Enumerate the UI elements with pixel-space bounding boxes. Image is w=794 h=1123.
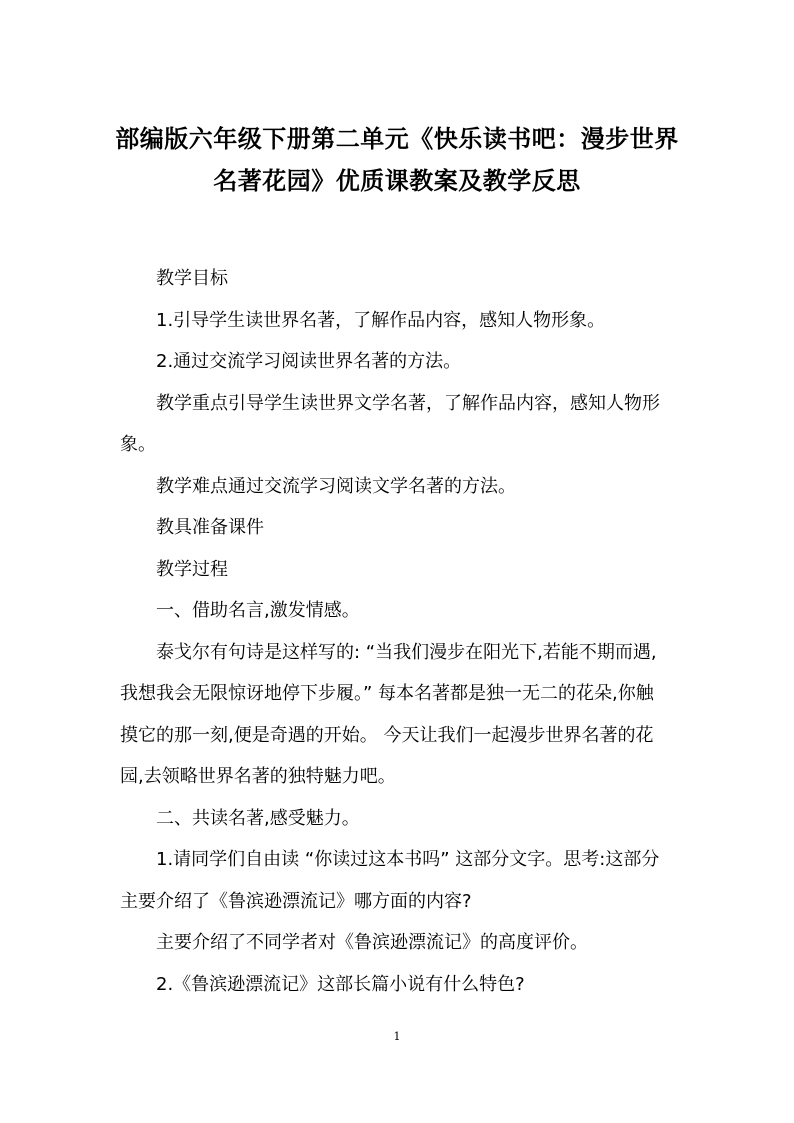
text-line: 教具准备课件	[156, 517, 264, 538]
text-line: 园,去领略世界名著的独特魅力吧。	[120, 766, 396, 787]
section-heading-teaching-process	[120, 549, 676, 591]
text-line: 一、借助名言,激发情感。	[156, 600, 360, 621]
goal-item-1	[120, 300, 676, 342]
answer-1	[120, 922, 676, 964]
title-line: 部编版六年级下册第二单元《快乐读书吧：漫步世界	[115, 125, 679, 153]
question-2	[120, 964, 676, 1006]
text-line: 象。	[120, 434, 156, 455]
document-body	[120, 258, 676, 1005]
teaching-materials	[120, 507, 676, 549]
text-line: 教学过程	[156, 558, 228, 580]
text-line: 主要介绍了《鲁滨逊漂流记》哪方面的内容?	[120, 890, 472, 912]
text-line: 教学难点通过交流学习阅读文学名著的方法。	[156, 475, 516, 497]
text-line: 教学重点引导学生读世界文学名著，了解作品内容，感知人物形	[156, 392, 660, 414]
text-line: 泰戈尔有句诗是这样写的: “当我们漫步在阳光下,若能不期而遇,	[156, 641, 657, 663]
document-title	[110, 118, 684, 202]
text-line: 1.请同学们自由读 “你读过这本书吗” 这部分文字。思考:这部分	[156, 849, 660, 870]
tagore-quote-paragraph	[120, 632, 676, 798]
text-line: 2.通过交流学习阅读世界名著的方法。	[156, 351, 462, 372]
step-heading-2	[120, 798, 676, 840]
step-heading-1	[120, 590, 676, 632]
text-line: 1.引导学生读世界名著，了解作品内容，感知人物形象。	[156, 309, 606, 331]
text-line: 2.《鲁滨逊漂流记》这部长篇小说有什么特色?	[156, 973, 525, 995]
question-1	[120, 839, 676, 922]
goal-item-2	[120, 341, 676, 383]
teaching-key-points	[120, 383, 676, 466]
text-line: 主要介绍了不同学者对《鲁滨逊漂流记》的高度评价。	[156, 932, 588, 953]
text-line: 教学目标	[156, 268, 228, 289]
page-number: 1	[393, 1030, 401, 1043]
text-line: 我想我会无限惊讶地停下步履。” 每本名著都是独一无二的花朵,你触	[120, 683, 654, 704]
section-heading-teaching-goals	[120, 258, 676, 300]
teaching-difficulties	[120, 466, 676, 508]
text-line: 二、共读名著,感受魅力。	[156, 807, 360, 829]
text-line: 摸它的那一刻,便是奇遇的开始。 今天让我们一起漫步世界名著的花	[120, 724, 654, 746]
title-line: 名著花园》优质课教案及教学反思	[213, 167, 581, 195]
